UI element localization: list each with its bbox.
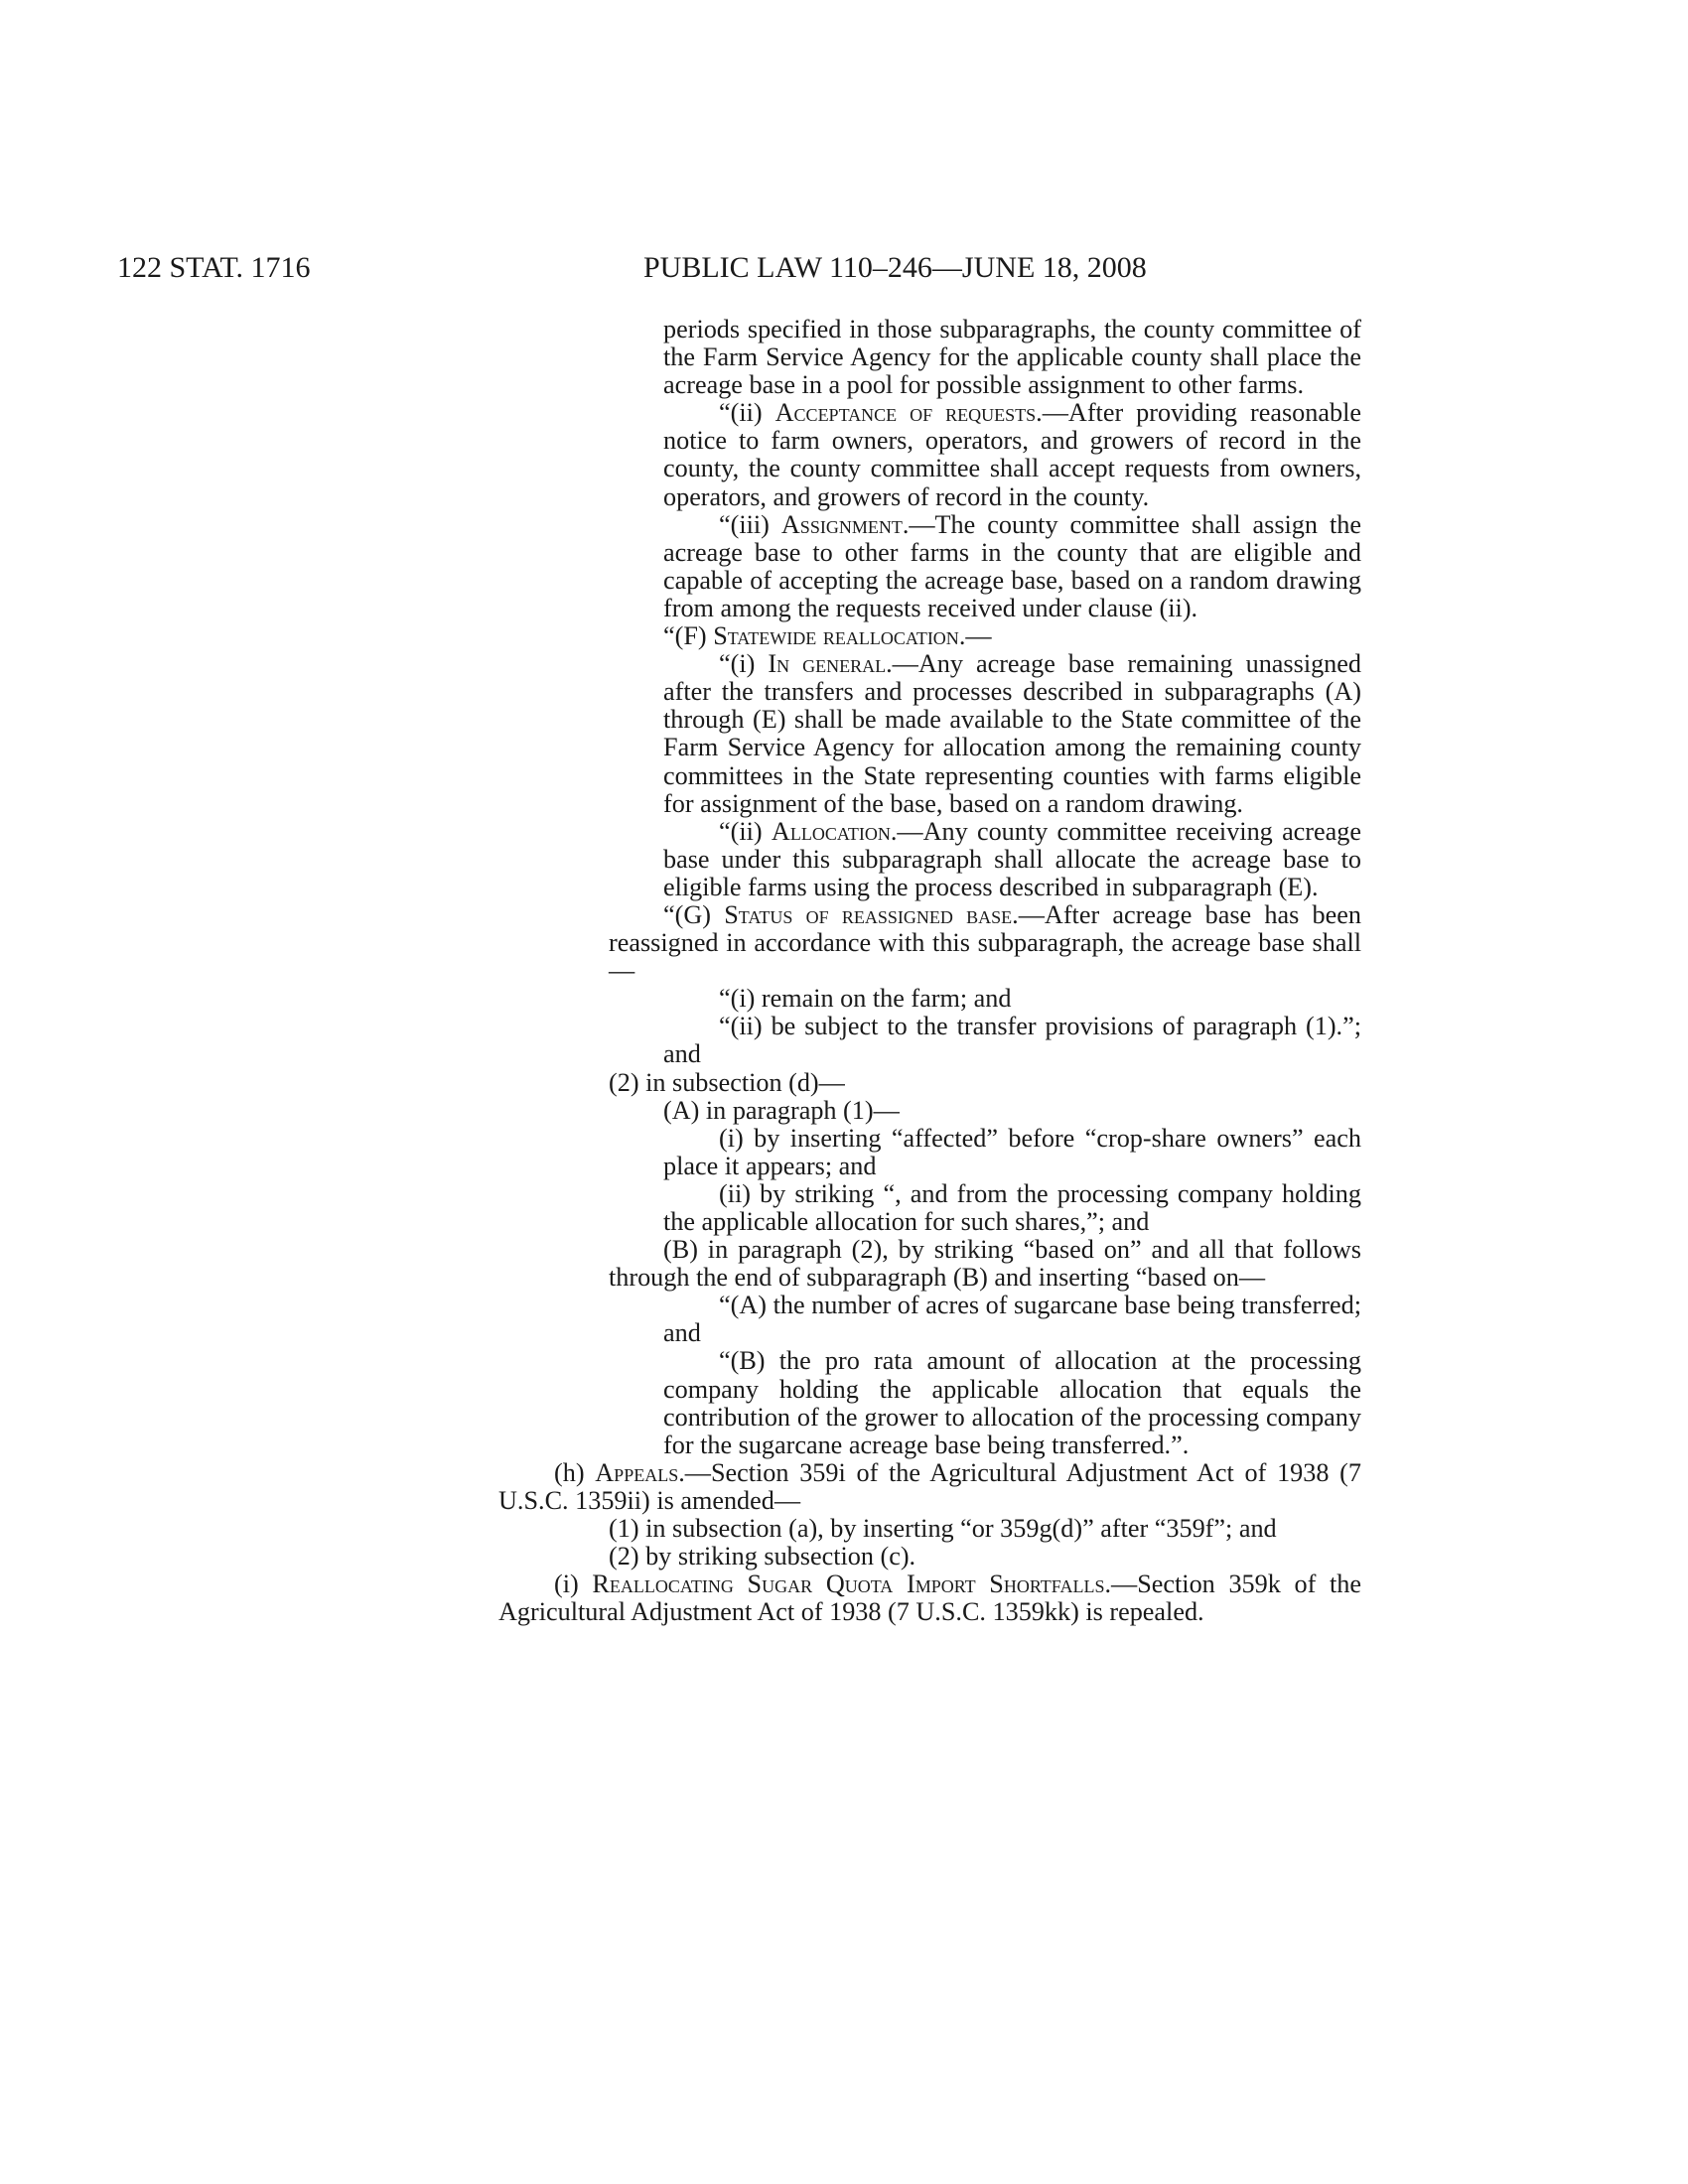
clause-allocation: “(ii) Allocation.—Any county committee receiving acreage base under this subparagraph shall allocate the acreage base to eligible farms using the process described in subparagraph (E).	[663, 816, 1361, 901]
clause-acceptance-of-requests: “(ii) Acceptance of requests.—After providing reasonable notice to farm owners, operators, and growers of record in the county, the county committee shall accept requests from owners, operators, and growers of record in the county.	[663, 398, 1361, 511]
item-a-number-of-acres: “(A) the number of acres of sugarcane base being transferred; and	[663, 1291, 1361, 1348]
clause-remain-on-farm: “(i) remain on the farm; and	[719, 984, 1012, 1014]
paragraph-1-subsection-a: (1) in subsection (a), by inserting “or 359g(d)” after “359f”; and	[609, 1514, 1277, 1544]
paragraph-continuation: periods specified in those subparagraphs, the county committee of the Farm Service Agency for the applicable county shall place the acreage base in a pool for possible assignment to other farms.	[663, 315, 1361, 400]
paragraph-2-subsection-d: (2) in subsection (d)—	[609, 1067, 845, 1097]
subsection-i-reallocating-shortfalls: (i) Reallocating Sugar Quota Import Shortfalls.—Section 359k of the Agricultural Adjustment Act of 1938 (7 U.S.C. 1359kk) is repealed.	[498, 1570, 1362, 1627]
clause-in-general: “(i) In general.—Any acreage base remaining unassigned after the transfers and processes described in subparagraphs (A) through (E) shall be made available to the State committee of the Farm Service Agency for allocation among the remaining county committees in the State representing counties with farms eligible for assignment of the base, based on a random drawing.	[663, 649, 1361, 818]
clause-subject-to-transfer: “(ii) be subject to the transfer provisions of paragraph (1).”; and	[663, 1012, 1361, 1069]
subparagraph-status-of-reassigned-base: “(G) Status of reassigned base.—After acreage base has been reassigned in accordance with this subparagraph, the acreage base shall—	[609, 899, 1361, 986]
subsection-h-appeals: (h) Appeals.—Section 359i of the Agricultural Adjustment Act of 1938 (7 U.S.C. 1359ii) is amended—	[498, 1457, 1361, 1515]
document-body	[0, 316, 1688, 1626]
subparagraph-a-paragraph-1: (A) in paragraph (1)—	[663, 1095, 900, 1125]
public-law-title: PUBLIC LAW 110–246—JUNE 18, 2008	[643, 251, 1147, 284]
subparagraph-b-paragraph-2: (B) in paragraph (2), by striking “based on” and all that follows through the end of subparagraph (B) and inserting “based on—	[609, 1235, 1361, 1293]
item-b-pro-rata-amount: “(B) the pro rata amount of allocation at the processing company holding the applicable allocation that equals the contribution of the grower to allocation of the processing company for the sugarcane acreage base being transferred.”.	[663, 1346, 1361, 1459]
paragraph-2-striking-subsection-c: (2) by striking subsection (c).	[609, 1542, 916, 1571]
clause-assignment: “(iii) Assignment.—The county committee shall assign the acreage base to other farms in the county that are eligible and capable of accepting the acreage base, based on a random drawing from among the requests received under clause (ii).	[663, 509, 1361, 622]
clause-inserting-affected: (i) by inserting “affected” before “crop-share owners” each place it appears; and	[663, 1123, 1361, 1180]
clause-striking-processing-company: (ii) by striking “, and from the processing company holding the applicable allocation for such shares,”; and	[663, 1178, 1361, 1236]
statute-page-number: 122 STAT. 1716	[117, 251, 311, 284]
page-header	[0, 248, 1688, 288]
subparagraph-statewide-reallocation: “(F) Statewide reallocation.—	[663, 621, 992, 651]
